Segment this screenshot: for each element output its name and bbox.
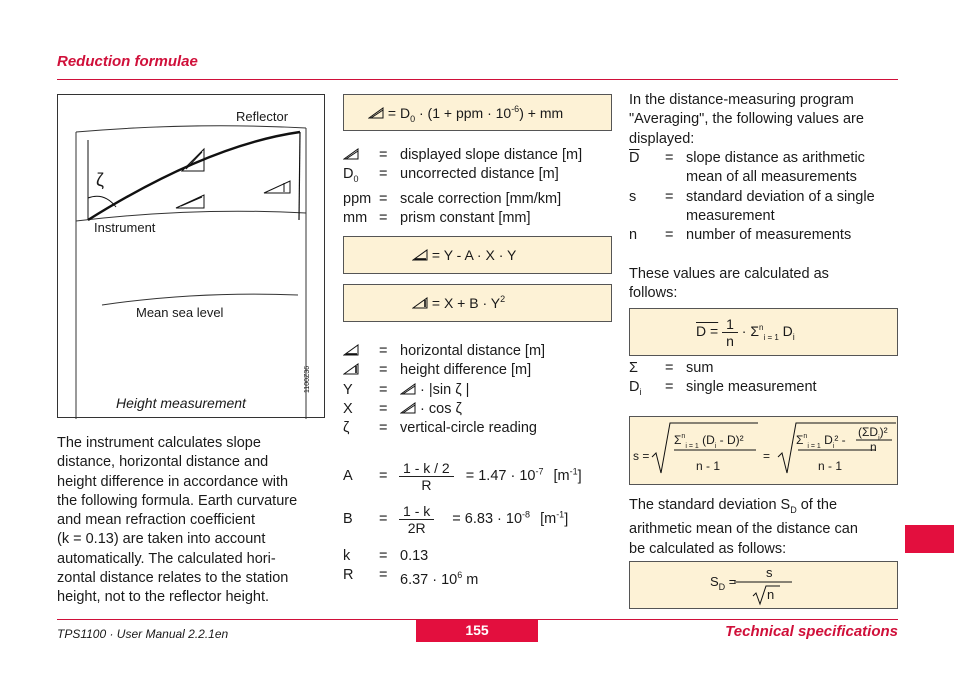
chapter-title: Technical specifications xyxy=(725,623,898,640)
left-line: zontal distance relates to the station xyxy=(57,570,289,587)
inner-denominator: n xyxy=(870,440,877,454)
left-line: automatically. The calculated hori- xyxy=(57,550,276,567)
std-dev-mean-intro: The standard deviation $S_D$ of the arithmetic mean of the distance can be calculated as follows: xyxy=(629,497,858,557)
def-row: = height difference [m] xyxy=(343,361,545,380)
section-title: Reduction formulae xyxy=(57,53,198,70)
slope-distance-icon xyxy=(400,402,416,414)
reflector-label: Reflector xyxy=(236,109,289,124)
std-dev-denominator-1: n - 1 xyxy=(696,459,721,473)
b-coefficient-formula: B = $\frac{1 - k}{2R}$ = $6.83 \cdot 10^{-8}$ $[m^{-1}]$ xyxy=(343,503,569,536)
def-row: Y = · |sin ζ | xyxy=(343,381,470,398)
horizontal-distance-formula: = Y - A · X · Y xyxy=(412,247,516,263)
slope-distance-icon xyxy=(343,148,359,160)
mean-formula: D = $\frac{1}{n}$ · $\Sigma^n_{i = 1}$ $D_i$ xyxy=(696,316,795,349)
left-line: (k = 0.13) are taken into account xyxy=(57,531,266,548)
def-row: $D_0$ = uncorrected distance [m] xyxy=(343,166,559,185)
averaging-definitions xyxy=(629,149,875,245)
slope-distance-formula-box xyxy=(343,94,612,131)
std-dev-mean-numerator: s xyxy=(766,565,773,580)
std-dev-equals: = xyxy=(763,449,771,463)
header-rule xyxy=(57,79,898,80)
def-row: X = · cos ζ xyxy=(343,400,462,417)
def-row: s = standard deviation of a single measurement xyxy=(629,188,875,224)
def-row: ppm = scale correction [mm/km] xyxy=(343,190,562,207)
left-line: the following formula. Earth curvature xyxy=(57,492,298,509)
sqrt-sign xyxy=(630,562,899,610)
slope-distance-icon xyxy=(400,383,416,395)
left-paragraph xyxy=(57,434,332,608)
a-coefficient-formula: A = $\frac{1 - k / 2}{R}$ = $1.47 \cdot 10^{-7}$ $[m^{-1}]$ xyxy=(343,460,582,493)
def-row: = displayed slope distance [m] xyxy=(343,146,582,165)
horizontal-distance-icon xyxy=(412,249,428,261)
horizontal-distance-icon xyxy=(343,344,359,356)
height-difference-icon xyxy=(412,297,428,309)
mean-formula-box xyxy=(629,308,898,356)
def-row: mm = prism constant [mm] xyxy=(343,209,531,226)
def-row: k = 0.13 xyxy=(343,548,429,564)
def-row: n = number of measurements xyxy=(629,227,852,244)
inner-numerator: $(\Sigma D_i)^2$ xyxy=(858,425,888,442)
height-difference-icon xyxy=(343,363,359,375)
sum-definitions xyxy=(629,359,817,403)
def-row: ζ = vertical-circle reading xyxy=(343,420,537,437)
hd-definitions xyxy=(343,342,545,438)
chapter-tab-marker xyxy=(905,525,954,553)
left-line: The instrument calculates slope xyxy=(57,435,261,451)
def-row: $D_i$ = single measurement xyxy=(629,379,817,398)
slope-definitions xyxy=(343,146,582,228)
calc-intro: These values are calculated as follows: xyxy=(629,266,829,302)
horizontal-distance-formula-box xyxy=(343,236,612,274)
instrument-label: Instrument xyxy=(94,220,156,235)
sea-level-label: Mean sea level xyxy=(136,305,224,320)
manual-title: TPS1100 · User Manual 2.2.1en xyxy=(57,627,229,641)
left-line: height difference in accordance with xyxy=(57,473,289,490)
zeta-label: ζ xyxy=(96,170,104,190)
def-row: $\overline{D}$ = slope distance as arithmetic mean of all measurements xyxy=(629,150,865,186)
height-difference-formula: = $X + B \cdot Y^2$ xyxy=(412,294,505,311)
std-dev-numerator-2: $\Sigma^n_{i = 1}$ $D_i^2$ - xyxy=(796,433,846,450)
std-dev-numerator-1: $\Sigma^n_{i = 1}$ $(D_i - D)^2$ xyxy=(674,433,744,450)
slope-distance-icon xyxy=(368,107,384,119)
slope-distance-formula: = $D_0 \cdot (1$ + ppm · $10^{-6}$) + mm xyxy=(368,104,563,124)
std-dev-mean-formula-box xyxy=(629,561,898,609)
left-line: height, not to the reflector height. xyxy=(57,589,269,606)
figure-drawing xyxy=(58,95,326,419)
constants xyxy=(343,547,478,591)
std-dev-mean-denominator: n xyxy=(767,587,775,602)
averaging-intro: In the distance-measuring program "Averaging", the following values are displayed: xyxy=(629,92,864,147)
page-number: 155 xyxy=(416,620,538,642)
std-dev-formula-box xyxy=(629,416,898,485)
figure-caption: Height measurement xyxy=(116,395,246,411)
def-row: R = $6.37 \cdot 10^6$ m xyxy=(343,567,479,589)
height-difference-formula-box xyxy=(343,284,612,322)
height-measurement-figure xyxy=(57,94,325,418)
left-line: and mean refraction coefficient xyxy=(57,512,256,529)
std-dev-mean-lhs: $S_D$ = xyxy=(710,574,737,592)
def-row: = horizontal distance [m] xyxy=(343,342,545,361)
std-dev-denominator-2: n - 1 xyxy=(818,459,843,473)
figure-code: 1100Z36 xyxy=(304,365,311,393)
def-row: Σ = sum xyxy=(629,360,714,376)
left-line: distance, horizontal distance and xyxy=(57,454,269,471)
std-dev-lhs: s = xyxy=(633,449,650,463)
